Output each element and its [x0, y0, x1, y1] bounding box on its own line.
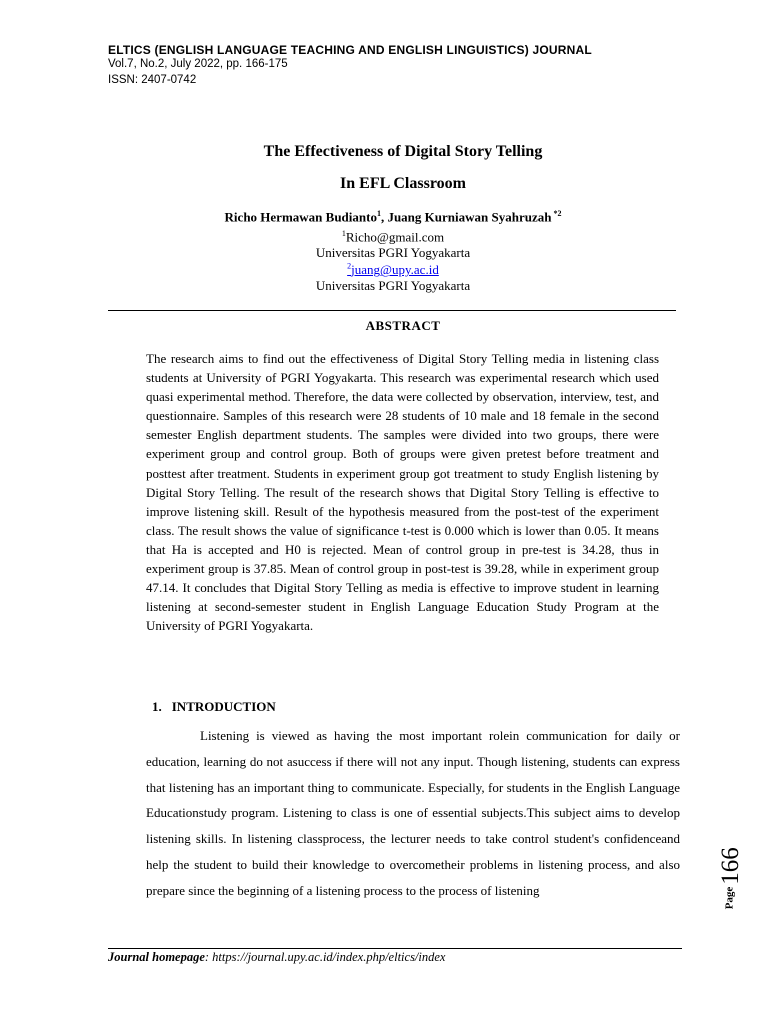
- author-list: [0, 209, 768, 225]
- paper-title-line2: In EFL Classroom: [340, 175, 466, 192]
- journal-volume: Vol.7, No.2, July 2022, pp. 166-175: [108, 58, 288, 70]
- email-2-sup: 2: [347, 262, 352, 271]
- author-2: Juang Kurniawan Syahruzah: [387, 209, 552, 225]
- journal-homepage-footer: [108, 950, 445, 965]
- footer-url[interactable]: : https://journal.upy.ac.id/index.php/eltics/index: [204, 950, 446, 964]
- paper-title-line1: The Effectiveness of Digital Story Telling: [263, 143, 543, 160]
- section-heading-introduction: [152, 699, 286, 715]
- journal-title: ELTICS (ENGLISH LANGUAGE TEACHING AND ENGLISH LINGUISTICS) JOURNAL: [108, 43, 592, 57]
- footer-label: Journal homepage: [108, 950, 205, 964]
- page-number: 166: [716, 847, 744, 885]
- author-2-email: juang@upy.ac.id: [351, 262, 439, 278]
- author-separator: ,: [380, 209, 388, 225]
- top-divider: [108, 310, 676, 311]
- author-1-affiliation: Universitas PGRI Yogyakarta: [315, 245, 471, 260]
- page-number-label: [716, 822, 754, 922]
- author-2-sup: *2: [551, 209, 562, 218]
- section-number: 1.: [152, 699, 162, 714]
- section-title: INTRODUCTION: [171, 699, 276, 714]
- author-2-email-link[interactable]: [347, 262, 439, 277]
- author-1-sup: 1: [376, 209, 381, 218]
- author-1-email-line: [0, 229, 768, 245]
- abstract-text: The research aims to find out the effectiveness of Digital Story Telling media in listening class students at University of PGRI Yogyakarta. This research was experimental research which used quasi experimental method. Therefore, the data were collected by observation, interview, test, and questionnaire. Samples of this research were 28 students of 10 male and 18 female in the second semester English department students. The samples were divided into two groups, there were experiment group and control group. Both of groups were given pretest before treatment and posttest after treatment. Students in experiment group got treatment to study English listening by Digital Story Telling. The result of the research shows that Digital Story Telling is effective to improve listening skill. Result of the hypothesis measured from the post-test of the experiment class. The result shows the value of significance t-test is 0.000 which is lower than 0.05. It means that Ha is accepted and H0 is rejected. Mean of control group in pre-test is 34.28, thus in experiment group is 37.85. Mean of control group in post-test is 39.28, while in experiment group 47.14. It concludes that Digital Story Telling as media is effective to improve student in learning listening at second-semester student in English Language Education Study Program at the University of PGRI Yogyakarta.: [146, 351, 659, 634]
- author-2-email-line: [0, 262, 768, 278]
- journal-issn: ISSN: 2407-0742: [108, 74, 197, 86]
- introduction-text: Listening is viewed as having the most important rolein communication for daily or education, learning do not asuccess if there will not any input. Though listening, students can express that listening has an important thing to communicate. Especially, for students in the English Language Educationstudy program. Listening to class is one of essential subjects.This subject aims to develop listening skills. In listening classprocess, the lecturer needs to take control student's confidenceand help the student to build their knowledge to overcometheir problems in listening process, and also prepare since the beginning of a listening process to the process of listening: [146, 728, 680, 898]
- abstract-heading: ABSTRACT: [365, 318, 441, 333]
- author-2-affiliation: Universitas PGRI Yogyakarta: [315, 278, 471, 293]
- footer-divider: [108, 948, 682, 949]
- author-1: Richo Hermawan Budianto: [224, 209, 377, 225]
- author-1-email: Richo@gmail.com: [345, 229, 445, 245]
- email-1-sup: 1: [341, 229, 346, 238]
- page-word: Page: [723, 886, 736, 910]
